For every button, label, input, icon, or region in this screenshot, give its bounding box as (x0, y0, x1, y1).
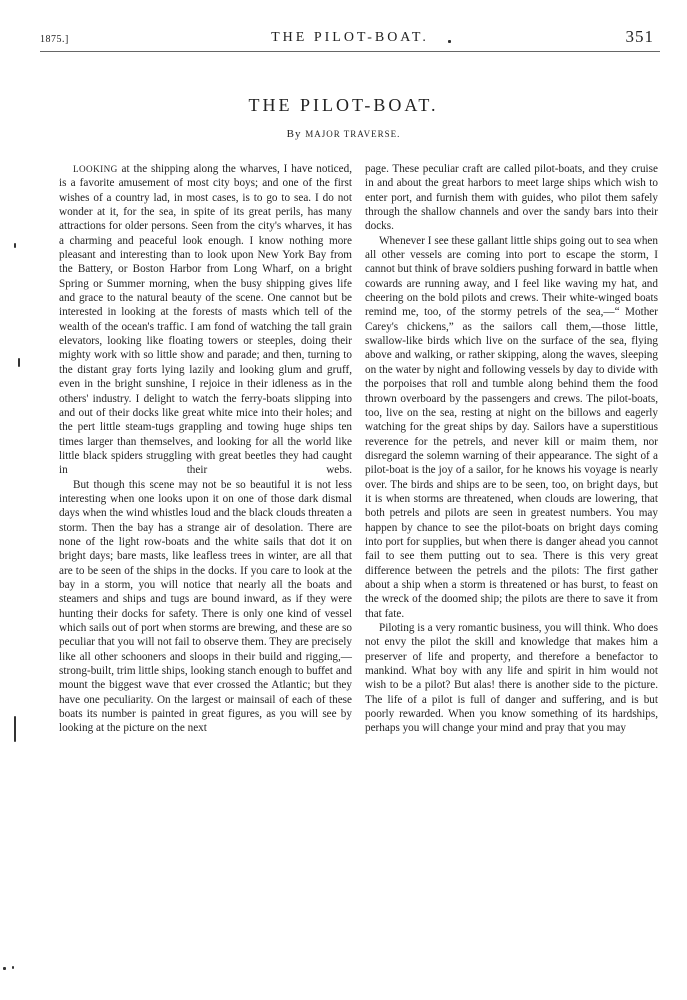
left-column (59, 162, 352, 736)
right-column (365, 162, 658, 736)
paragraph-2: But though this scene may not be so beautiful it is not less interesting when one looks upon it on one of those dark dismal days when the wind whistles loud and the black clouds threaten a storm. Then the bay has a strange air of desolation. There are none of the light row-boats and the white sails that dot it on bright days; bare masts, like leafless trees in winter, are all that are to be seen of the ships in the docks. If you care to look at the bay in a storm, you will notice that nearly all the boats and steamers and ships and tugs are bound inward, as if they were hunting their docks for safety. There is only one kind of vessel which sails out of port when storms are brewing, and these are so peculiar that you will not fail to observe them. They are precisely like all other schooners and sloops in their build and rigging,—strong-built, trim little ships, looking stanch enough to buffet and mount the biggest wave that ever crossed the Atlantic; but they have one peculiarity. On the largest or mainsail of each of these boats its number is painted in great figures, as you will see by looking at the picture on the next (59, 478, 352, 735)
scan-speck (12, 966, 14, 969)
paragraph-4: Piloting is a very romantic business, you will think. Who does not envy the pilot the skill and knowledge that makes him a preserver of life and property, and therefore a benefactor to mankind. What boy with any life and spirit in him would not wish to be a pilot? But alas! there is another side to the picture. The life of a pilot is full of danger and suffering, and is but poorly rewarded. When you know something of its hardships, perhaps you will change your mind and pray that you may (365, 622, 658, 735)
paragraph-1 (59, 162, 352, 478)
running-header (40, 24, 660, 54)
paragraph-1-text: at the shipping along the wharves, I have noticed, is a favorite amusement of most city boys; and one of the first wishes of a country lad, in most cases, is to go to sea. I do not wonder at it, for the sea, in spite of its great perils, has many attractions for older persons. Seen from the city's wharves, it has a charming and peaceful look enough. I know nothing more pleasant and interesting than to look upon New York Bay from the Battery, or Boston Harbor from Long Wharf, on a bright Spring or Summer morning, when the busy shipping gives life and grace to the natural beauty of the scene. One cannot but be interested in looking at the forests of masts which tell of the wealth of the ocean's traffic. I am fond of watching the tall grain elevators, looking like floating towers or steeples, doing their mighty work with so little show and parade; and then, turning to the distant gray forts lying lazily and looking glum and gruff, even in the bright sunshine, I rejoice in their idleness as in the others' industry. I delight to watch the ferry-boats slipping into and out of their docks like great white mice into their holes; and the pert little steam-tugs grappling and towing huge ships ten times larger than themselves, and looking for all the world like little black spiders struggling with great beetles they had caught in their webs. (59, 163, 353, 477)
header-page-number: 351 (625, 27, 654, 46)
paragraph-3: Whenever I see these gallant little ships going out to sea when all other vessels are coming into port to escape the storm, I cannot but think of brave soldiers pushing forward in battle when cowards are running away, and I feel like waving my hat, and cheering on the bold pilots and crews. Their white-winged boats remind me, too, of the stormy petrels of the sea,—“ Mother Carey's chickens,” as the sailors call them,—those little, swallow-like birds which live on the surface of the sea, flying above and walking, or rather skipping, along the waves, sleeping on the water by night and following vessels by day to divide with the porpoises that roll and tumble along behind them the food thrown overboard by the passengers and crews. The pilot-boats, too, live on the sea, resting at night on the billows and eagerly watching for the great ships by day. Sailors have a superstitious reverence for the petrels, and never kill or maim them, nor disregard the solemn warning of their appearance. The sight of a pilot-boat is the joy of a sailor, for he knows his voyage is nearly over. The birds and ships are to be seen, too, on bright days, but it is when storms are threatened, when clouds are lowering, that both petrels and pilots are seen in greatest numbers. You may happen by chance to see the pilot-boats on bright days coming into port for supplies, but when there is danger ahead you cannot fail to see them putting out to sea. There is this very great difference between the petrels and the pilots: The first gather about a ship when a storm is threatened or has burst, to feast on the wreck of the doomed ship; the pilots are there to save it from that fate. (365, 234, 658, 620)
header-running-title: THE PILOT-BOAT. (271, 30, 429, 45)
scan-speck (14, 716, 16, 742)
article-title: THE PILOT-BOAT. (248, 95, 439, 115)
byline-author: MAJOR TRAVERSE. (305, 129, 401, 139)
header-rule (40, 51, 660, 52)
scan-speck (3, 967, 6, 970)
byline-by: By (286, 128, 302, 140)
paragraph-continued: page. These peculiar craft are called pilot-boats, and they cruise in and about the great harbors to meet large ships which wish to enter port, and furnish them with guides, who pilot them safely through the shallow channels and over the sandy bars into their docks. (365, 163, 658, 233)
scan-speck (448, 40, 451, 43)
article-byline (0, 128, 687, 140)
scan-speck (18, 358, 20, 367)
scan-speck (14, 243, 16, 248)
header-year: 1875.] (40, 34, 69, 45)
paragraph-1-lead-word: LOOKING (73, 164, 118, 174)
